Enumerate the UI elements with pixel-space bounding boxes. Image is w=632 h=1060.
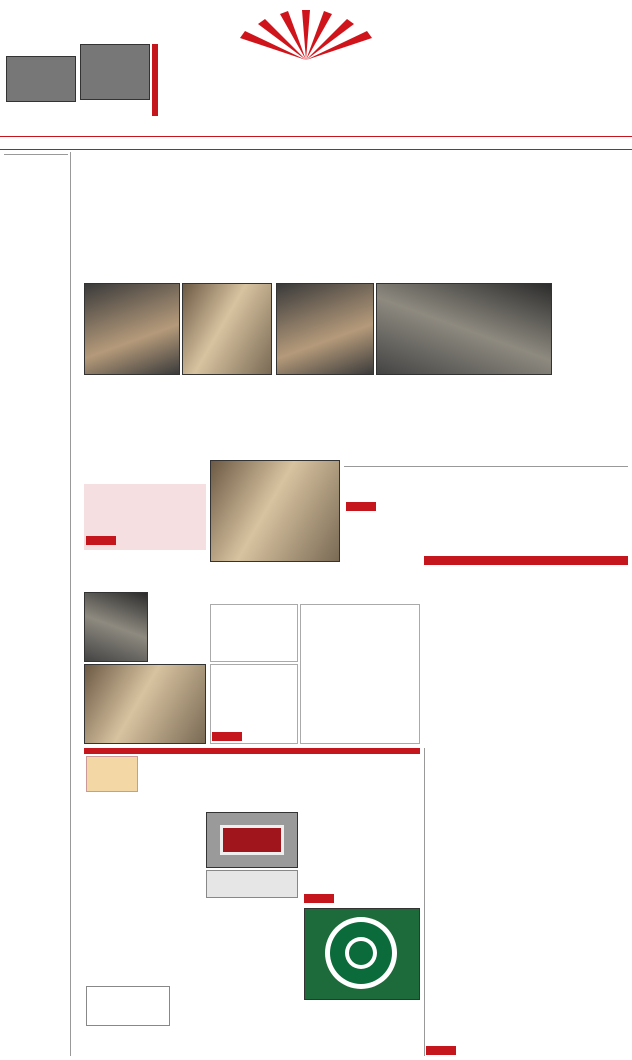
teaser-army[interactable] — [78, 44, 150, 134]
analysis-body-cont — [424, 800, 628, 1056]
flu-center-body — [210, 572, 340, 602]
un-body — [213, 607, 295, 635]
obama-continued-tag[interactable] — [212, 732, 242, 741]
chrysler-body-2 — [302, 812, 420, 860]
lead-photo-geagea[interactable] — [276, 283, 374, 375]
virus-body — [303, 607, 417, 717]
editorial-body — [4, 222, 68, 1056]
fiat-logo-photo[interactable] — [206, 812, 298, 868]
flu-body-right — [344, 450, 420, 590]
editorial-title[interactable] — [4, 152, 68, 155]
teaser-photo — [6, 56, 76, 102]
flu-photo[interactable] — [210, 460, 340, 562]
analysis-continued-tag[interactable] — [426, 1046, 456, 1055]
logo[interactable] — [174, 40, 434, 120]
masthead — [0, 0, 632, 150]
exxon-body — [174, 986, 302, 1048]
name-band — [0, 136, 632, 150]
column-rule — [70, 152, 71, 1056]
lead-photo-hariri[interactable] — [182, 283, 272, 375]
dubai-body — [84, 924, 302, 966]
teaser-book[interactable] — [4, 56, 76, 146]
virus-box[interactable] — [300, 604, 420, 744]
lead-photo-president[interactable] — [376, 283, 552, 375]
lead-body-2 — [344, 386, 628, 458]
starbucks-logo-icon — [303, 909, 419, 1001]
starbucks-body — [304, 1012, 420, 1056]
lead-photo-jumblatt[interactable] — [84, 283, 180, 375]
analysis-body — [424, 614, 628, 794]
starbucks-photo[interactable] — [304, 908, 420, 1000]
starbucks-continued-tag[interactable] — [304, 894, 334, 903]
economy-stripe — [84, 748, 420, 754]
chrysler-body-1 — [84, 812, 202, 904]
lead-body-1 — [556, 270, 628, 390]
pig-photo[interactable] — [84, 664, 206, 744]
un-box[interactable] — [210, 604, 298, 662]
airport-body — [87, 489, 203, 521]
airport-continued-tag[interactable] — [86, 536, 116, 545]
teaser-strip — [152, 44, 158, 116]
analysis-stripe — [424, 556, 628, 565]
fiat-logo — [220, 825, 284, 855]
dar-assayad-ad[interactable] — [432, 6, 628, 131]
egypt-photo[interactable] — [84, 592, 148, 662]
column-rule-2 — [424, 748, 425, 1056]
currency-graphic — [86, 756, 138, 792]
exxon-logo-photo[interactable] — [86, 986, 170, 1026]
abbas-body — [344, 782, 420, 804]
obama-body — [213, 667, 295, 707]
chrysler-logo — [206, 870, 298, 898]
teaser-photo — [80, 44, 150, 100]
